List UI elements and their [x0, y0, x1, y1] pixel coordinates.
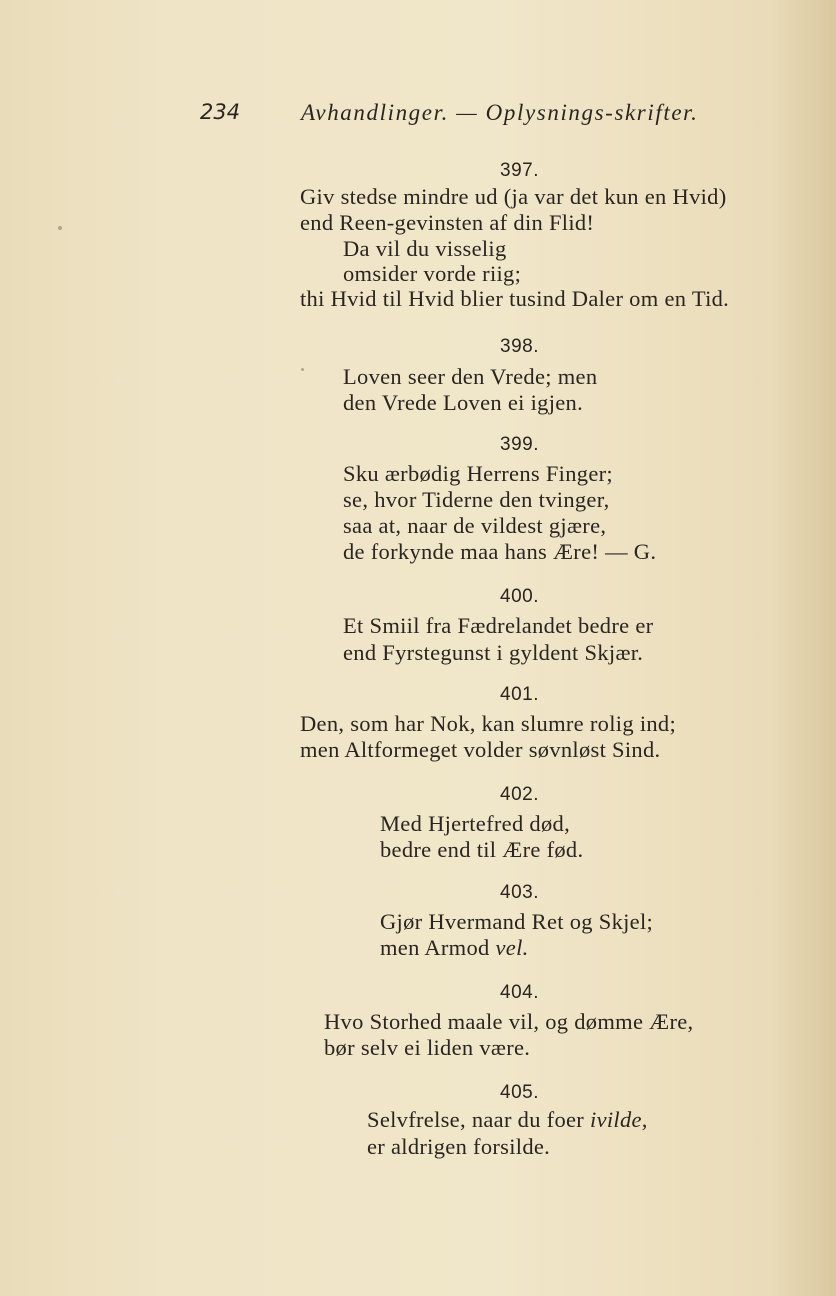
poem-number-402: 402.	[500, 784, 539, 805]
poem-line: Giv stedse mindre ud (ja var det kun en Hvid)	[300, 184, 727, 209]
poem-line	[380, 935, 529, 961]
poem-line: Sku ærbødig Herrens Finger;	[343, 461, 613, 486]
poem-number-400: 400.	[500, 586, 539, 607]
poem-line: Hvo Storhed maale vil, og dømme Ære,	[324, 1009, 694, 1034]
poem-line: men Altformeget volder søvnløst Sind.	[300, 737, 661, 762]
poem-line: Gjør Hvermand Ret og Skjel;	[380, 909, 654, 934]
poem-number-399: 399.	[500, 434, 539, 455]
poem-line-emphasis: ivilde,	[590, 1107, 648, 1132]
poem-line: Med Hjertefred død,	[380, 811, 571, 836]
paper-speck	[58, 226, 62, 230]
poem-line: end Reen-gevinsten af din Flid!	[300, 210, 595, 235]
poem-line: er aldrigen forsilde.	[367, 1134, 551, 1159]
running-head: Avhandlinger. — Oplysnings-skrifter.	[301, 100, 699, 125]
poem-line: den Vrede Loven ei igjen.	[343, 390, 584, 415]
poem-line: de forkynde maa hans Ære! — G.	[343, 539, 657, 564]
poem-line: bedre end til Ære fød.	[380, 837, 584, 862]
poem-line: omsider vorde riig;	[343, 261, 522, 286]
poem-number-397: 397.	[500, 160, 539, 181]
poem-line: saa at, naar de vildest gjære,	[343, 513, 607, 538]
paper-speck	[301, 368, 304, 371]
page-number: 234	[200, 100, 241, 124]
poem-line-text: Selvfrelse, naar du foer	[367, 1107, 591, 1132]
page-header	[200, 100, 760, 134]
poem-line: Den, som har Nok, kan slumre rolig ind;	[300, 711, 677, 736]
poem-number-405: 405.	[500, 1082, 539, 1103]
poem-number-403: 403.	[500, 882, 539, 903]
poem-line-emphasis: vel.	[495, 935, 529, 960]
poem-line: thi Hvid til Hvid blier tusind Daler om en Tid.	[300, 286, 730, 311]
poem-number-404: 404.	[500, 982, 539, 1003]
poem-line: Loven seer den Vrede; men	[343, 364, 598, 389]
poem-line-text: men Armod	[380, 935, 496, 960]
poem-number-401: 401.	[500, 684, 539, 705]
poem-line: end Fyrstegunst i gyldent Skjær.	[343, 640, 644, 665]
poem-line: bør selv ei liden være.	[324, 1035, 531, 1060]
poem-line: Da vil du visselig	[343, 236, 507, 261]
poem-line: Et Smiil fra Fædrelandet bedre er	[343, 613, 654, 638]
poem-number-398: 398.	[500, 336, 539, 357]
poem-line: se, hvor Tiderne den tvinger,	[343, 487, 610, 512]
poem-line	[367, 1107, 648, 1133]
